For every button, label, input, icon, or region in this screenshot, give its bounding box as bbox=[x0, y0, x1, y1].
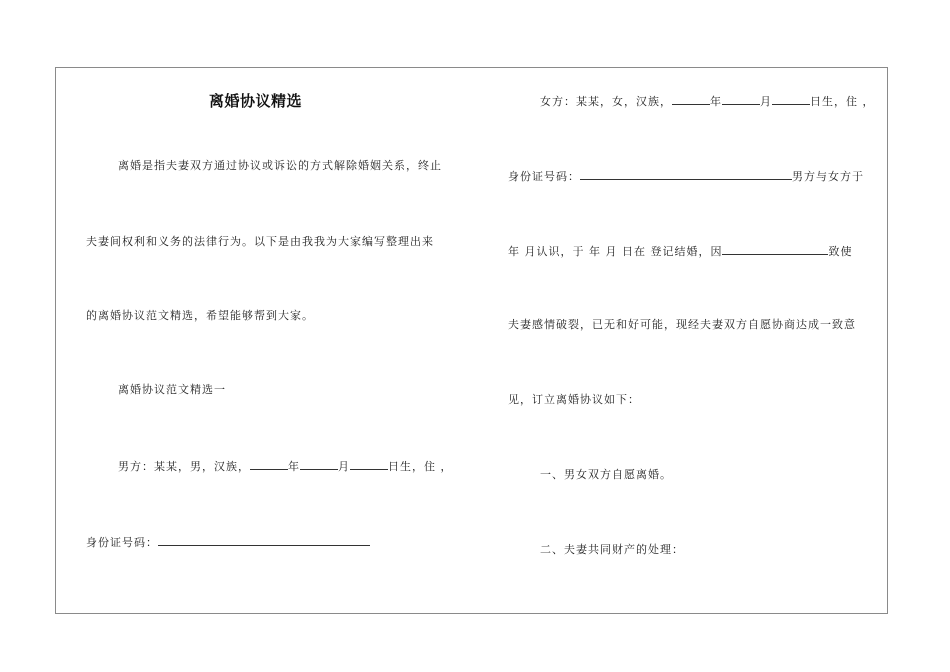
intro-line-3: 的离婚协议范文精选，希望能够帮到大家。 bbox=[86, 309, 314, 322]
agreement-line: 见，订立离婚协议如下： bbox=[508, 393, 640, 406]
marriage-history-prefix: 年 月认识，于 年 月 日在 登记结婚，因 bbox=[508, 245, 723, 258]
female-id-label: 身份证号码： bbox=[508, 170, 580, 183]
female-id-suffix: 男方与女方于 bbox=[792, 170, 864, 183]
section-heading: 离婚协议范文精选一 bbox=[118, 383, 226, 396]
breakdown-line: 夫妻感情破裂，已无和好可能，现经夫妻双方自愿协商达成一致意 bbox=[508, 318, 856, 331]
male-birth-month-blank bbox=[300, 459, 338, 470]
male-id-line bbox=[86, 535, 370, 550]
male-day-suffix: 日生，住 ， bbox=[388, 460, 453, 473]
male-birth-year-blank bbox=[250, 459, 288, 470]
male-id-blank bbox=[158, 535, 370, 546]
male-id-label: 身份证号码： bbox=[86, 536, 158, 549]
male-year-label: 年 bbox=[288, 460, 300, 473]
female-id-line bbox=[508, 169, 864, 184]
female-year-label: 年 bbox=[710, 95, 722, 108]
intro-line-2: 夫妻间权利和义务的法律行为。以下是由我我为大家编写整理出来 bbox=[86, 235, 434, 248]
male-party-prefix: 男方：某某，男，汉族， bbox=[118, 460, 250, 473]
divorce-reason-blank bbox=[722, 244, 828, 255]
intro-line-1: 离婚是指夫妻双方通过协议或诉讼的方式解除婚姻关系，终止 bbox=[118, 159, 442, 172]
document-title: 离婚协议精选 bbox=[209, 92, 303, 110]
female-party-prefix: 女方：某某，女，汉族， bbox=[540, 95, 672, 108]
male-party-line bbox=[118, 459, 453, 474]
female-birth-day-blank bbox=[772, 94, 810, 105]
female-party-line bbox=[540, 94, 875, 109]
clause-1: 一、男女双方自愿离婚。 bbox=[540, 468, 672, 481]
male-month-label: 月 bbox=[338, 460, 350, 473]
female-birth-month-blank bbox=[722, 94, 760, 105]
marriage-history-line bbox=[508, 244, 852, 259]
document-page-frame bbox=[55, 67, 888, 614]
female-birth-year-blank bbox=[672, 94, 710, 105]
marriage-history-suffix: 致使 bbox=[828, 245, 853, 258]
female-id-blank bbox=[580, 169, 792, 180]
female-month-label: 月 bbox=[760, 95, 772, 108]
female-day-suffix: 日生，住 ， bbox=[810, 95, 875, 108]
clause-2: 二、夫妻共同财产的处理： bbox=[540, 543, 684, 556]
male-birth-day-blank bbox=[350, 459, 388, 470]
